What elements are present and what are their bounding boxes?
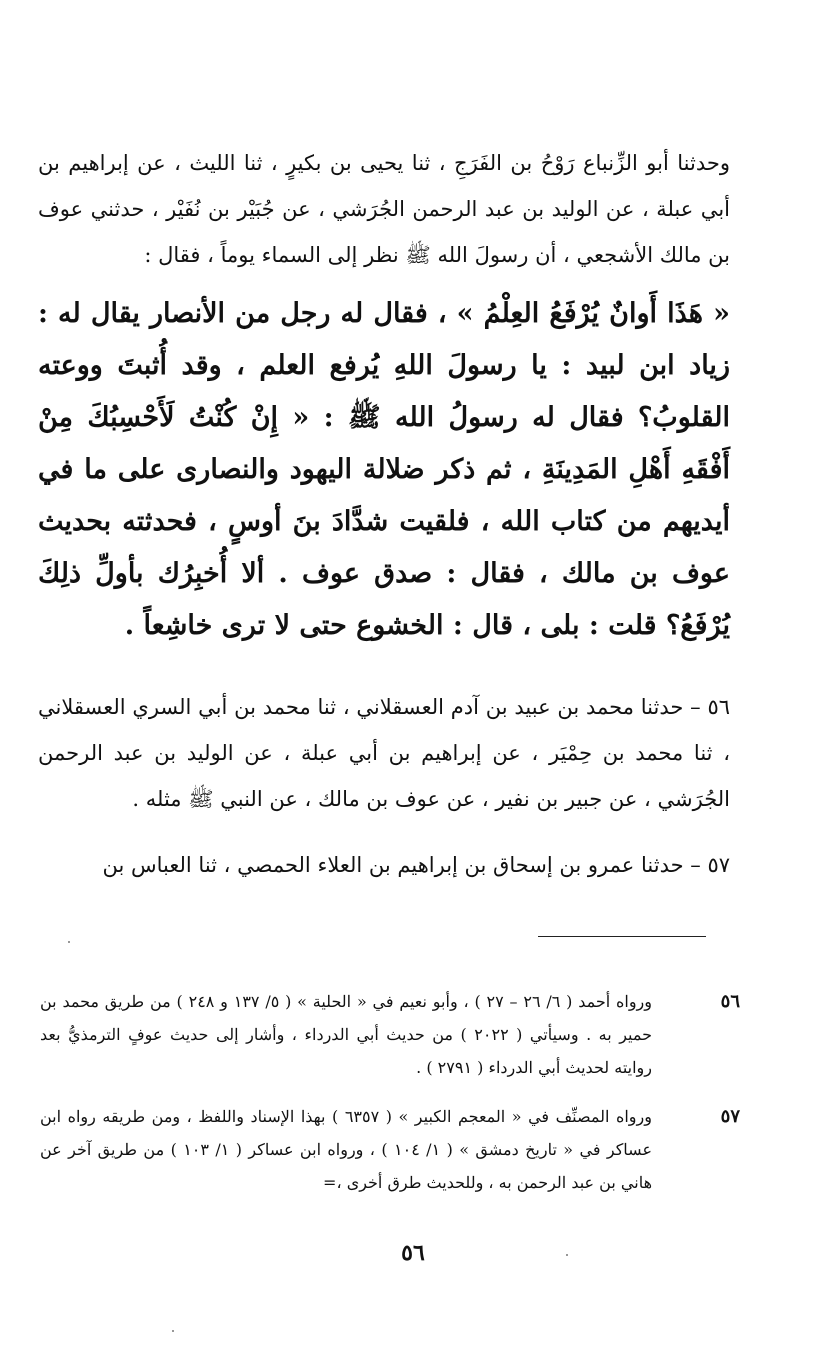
footnote-text: ورواه المصنِّف في « المعجم الكبير » ( ٦٣٥٧ ) بهذا الإسناد واللفظ ، ومن طريقه رواه ابن عساكر في « تاريخ دمشق » ( ١/ ١٠٤ ) ، ورواه ابن عساكر ( ١/ ١٠٣ ) من طريق آخر عن هاني بن عبد الرحمن به ، وللحديث طرق أخرى ،= bbox=[40, 1107, 653, 1192]
speck-mark bbox=[566, 1254, 568, 1256]
hadith-paragraph: « هَذَا أَوانٌ يُرْفَعُ العِلْمُ » ، فقال له رجل من الأنصار يقال له : زياد ابن لبيد : يا رسولَ اللهِ يُرفع العلم ، وقد أُثبتَ ووعته القلوبُ؟ فقال له رسولُ الله ﷺ : « إِنْ كُنْتُ لَأَحْسِبُكَ مِنْ أَفْقَهِ أَهْلِ المَدِينَةِ ، ثم ذكر ضلالة اليهود والنصارى على ما في أيديهم من كتاب الله ، فلقيت شدَّادَ بنَ أوسٍ ، فحدثته بحديث عوف بن مالك ، فقال : صدق عوف . ألا أُخبِرُك بأولِّ ذلِكَ يُرْفَعُ؟ قلت : بلى ، قال : الخشوع حتى لا ترى خاشِعاً . bbox=[38, 298, 730, 641]
speck-mark bbox=[68, 941, 70, 943]
footnote-number: ٥٧ bbox=[720, 1106, 740, 1127]
footnote-number: ٥٦ bbox=[720, 991, 740, 1012]
footnote-text: ورواه أحمد ( ٦/ ٢٦ – ٢٧ ) ، وأبو نعيم في « الحلية » ( ٥/ ١٣٧ و ٢٤٨ ) من طريق محمد بن حمير به . وسيأتي ( ٢٠٢٢ ) من حديث أبي الدرداء ، وأشار إلى حديث عوفٍ الترمذيُّ بعد روايته لحديث أبي الدرداء ( ٢٧٩١ ) . bbox=[40, 992, 653, 1077]
speck-mark bbox=[172, 1330, 174, 1332]
page-number: ٥٦ bbox=[401, 1240, 425, 1266]
footnote-57 bbox=[40, 1100, 740, 1199]
narration-57-paragraph: ٥٧ – حدثنا عمرو بن إسحاق بن إبراهيم بن العلاء الحمصي ، ثنا العباس بن bbox=[102, 853, 730, 877]
footnote-separator bbox=[538, 936, 706, 937]
footnote-56 bbox=[40, 985, 740, 1084]
intro-paragraph: وحدثنا أبو الزِّنباع رَوْحُ بن الفَرَجِ ، ثنا يحيى بن بكيرٍ ، ثنا الليث ، عن إبراهيم بن أبي عبلة ، عن الوليد بن عبد الرحمن الجُرَشي ، عن جُبَيْر بن نُفَيْر ، حدثني عوف بن مالك الأشجعي ، أن رسولَ الله ﷺ نظر إلى السماء يوماً ، فقال : bbox=[38, 151, 730, 267]
narration-56-paragraph: ٥٦ – حدثنا محمد بن عبيد بن آدم العسقلاني ، ثنا محمد بن أبي السري العسقلاني ، ثنا محمد بن حِمْيَر ، عن إبراهيم بن أبي عبلة ، عن الوليد بن عبد الرحمن الجُرَشي ، عن جبير بن نفير ، عن عوف بن مالك ، عن النبي ﷺ مثله . bbox=[38, 695, 730, 811]
